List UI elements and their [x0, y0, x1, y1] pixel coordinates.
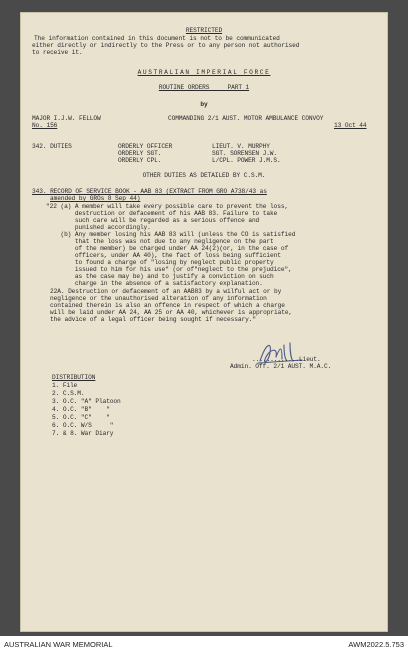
order-number: No. 156	[32, 122, 58, 129]
restricted-heading: RESTRICTED	[185, 27, 223, 34]
commander-name: MAJOR I.J.W. FELLOW	[32, 115, 101, 122]
notice-line-3: to receive it.	[32, 49, 83, 56]
item343-line-13: 22A. Destruction or defacement of an AAB83 by a wilful act or by	[50, 288, 282, 295]
signature-rank: .............Lieut.	[252, 356, 321, 363]
item343-line-8: officers, under AA 40), the fact of loss being sufficient	[46, 252, 281, 259]
item343-line-14: negligence or the unauthorised alteration of any information	[50, 295, 267, 302]
item343-line-16: will be laid under AA 24, AA 25 or AA 40, whichever is appropriate,	[50, 309, 293, 316]
duty-role-1: ORDERLY OFFICER	[118, 143, 173, 150]
duty-name-1: LIEUT. V. MURPHY	[212, 143, 270, 150]
unit-name: COMMANDING 2/1 AUST. MOTOR AMBULANCE CONVOY	[168, 115, 324, 122]
distribution-item-2: 2. C.S.M.	[52, 390, 85, 397]
order-date: 13 Oct 44	[334, 122, 367, 129]
duty-name-2: SGT. SORENSEN J.W.	[212, 150, 278, 157]
distribution-item-7: 7. & 8. War Diary	[52, 430, 114, 437]
item343-line-17: the advice of a legal officer being sought if necessary."	[50, 316, 256, 323]
item343-line-4: punished accordingly.	[46, 224, 151, 231]
notice-line-2: either directly or indirectly to the Press or to any person not authorised	[32, 42, 300, 49]
duties-heading: 342. DUTIES	[32, 143, 72, 150]
item343-line-6: that the loss was not due to any negligence on the part	[46, 238, 274, 245]
by-line: by	[200, 101, 208, 108]
distribution-item-4: 4. O.C. "B" "	[52, 406, 110, 413]
item343-line-15: contained therein is also an offence in respect of which a charge	[50, 302, 285, 309]
footer-accession-number: AWM2022.5.753	[348, 640, 404, 649]
duty-role-2: ORDERLY SGT.	[118, 150, 162, 157]
distribution-item-6: 6. O.C. W/S "	[52, 422, 114, 429]
other-duties: OTHER DUTIES AS DETAILED BY C.S.M.	[142, 172, 266, 179]
item343-line-3: such care will be regarded as a serious offence and	[46, 217, 260, 224]
orders-title: ROUTINE ORDERS PART 1	[158, 84, 250, 91]
item343-line-9: to found a charge of "losing by neglect public property	[46, 259, 274, 266]
document-page	[20, 12, 388, 632]
item343-line-12: charge in the absence of a satisfactory explanation.	[46, 280, 263, 287]
distribution-heading: DISTRIBUTION	[52, 374, 96, 381]
force-heading: AUSTRALIAN IMPERIAL FORCE	[137, 69, 271, 76]
duty-name-3: L/CPL. POWER J.M.S.	[212, 157, 281, 164]
item343-line-11: as the case may be) and to justify a conviction on such	[46, 273, 274, 280]
item343-subheading: amended by GROs 8 Sep 44)	[50, 195, 141, 202]
duty-role-3: ORDERLY CPL.	[118, 157, 162, 164]
footer-source: AUSTRALIAN WAR MEMORIAL	[4, 640, 113, 649]
distribution-item-3: 3. O.C. "A" Platoon	[52, 398, 121, 405]
item343-line-1: "22 (a) A member will take every possible care to prevent the loss,	[46, 203, 289, 210]
notice-line-1: The information contained in this document is not to be communicated	[34, 35, 280, 42]
item343-line-5: (b) Any member losing his AAB 83 will (unless the CO is satisfied	[46, 231, 296, 238]
item343-heading: 343. RECORD OF SERVICE BOOK - AAB 83 (EXTRACT FROM GRO A738/43 as	[32, 188, 267, 195]
document-text	[20, 12, 388, 632]
distribution-item-1: 1. File	[52, 382, 78, 389]
archive-footer	[0, 636, 408, 653]
item343-line-2: destruction or defacement of his AAB 83. Failure to take	[46, 210, 278, 217]
distribution-item-5: 5. O.C. "C" "	[52, 414, 110, 421]
signature-title: Admin. Off. 2/1 AUST. M.A.C.	[230, 363, 332, 370]
item343-line-10: issued to him for his use" (or of"neglect to the prejudice",	[46, 266, 292, 273]
item343-line-7: of the member) be charged under AA 24(2)(or, in the case of	[46, 245, 289, 252]
